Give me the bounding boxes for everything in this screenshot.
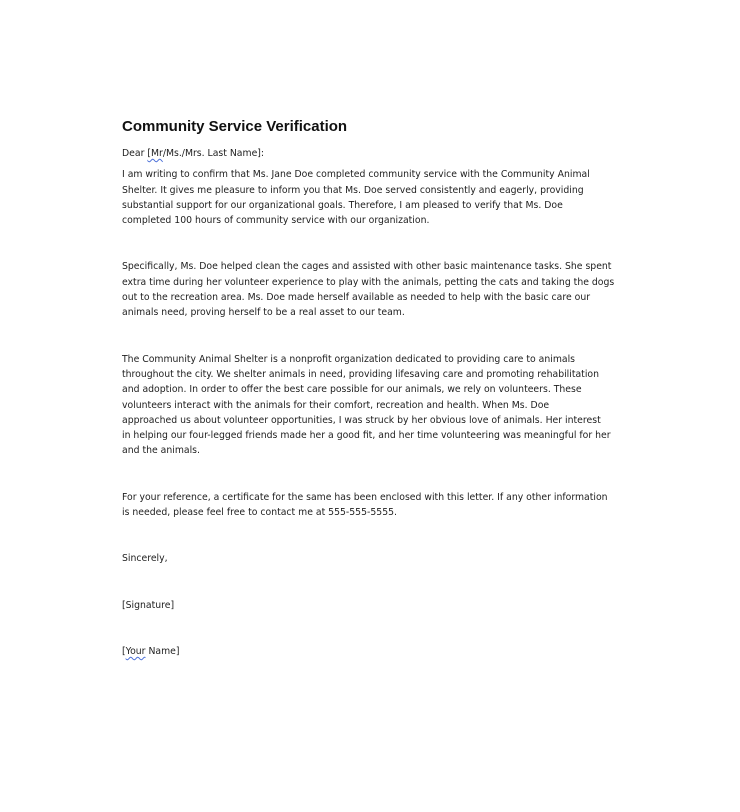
salutation-placeholder-separator: /Ms./ <box>162 148 185 159</box>
paragraph-line: in helping our four-legged friends made her a good fit, and her time volunteering was meaningful for her <box>122 430 611 442</box>
salutation-placeholder-title: [Mr <box>147 148 163 159</box>
signature-placeholder: [Signature] <box>122 599 175 611</box>
paragraph-line: completed 100 hours of community service with our organization. <box>122 215 430 227</box>
letter-body <box>122 117 618 659</box>
document-title: Community Service Verification <box>122 118 348 135</box>
paragraph-line: is needed, please feel free to contact me at 555-555-5555. <box>122 507 397 519</box>
paragraph-confirmation <box>122 167 618 228</box>
name-placeholder-rest: Name] <box>145 645 180 657</box>
paragraph-line: and adoption. In order to offer the best care possible for our animals, we rely on volunteers. These <box>122 384 582 396</box>
paragraph-line: Specifically, Ms. Doe helped clean the cages and assisted with other basic maintenance tasks. She spent <box>122 261 612 273</box>
paragraph-line: approached us about volunteer opportunities, I was struck by her obvious love of animals. Her interest <box>122 414 601 426</box>
paragraph-line: I am writing to confirm that Ms. Jane Doe completed community service with the Community Animal <box>122 169 590 181</box>
salutation <box>122 146 618 161</box>
paragraph-line: and the animals. <box>122 445 200 457</box>
paragraph-line: The Community Animal Shelter is a nonprofit organization dedicated to providing care to animals <box>122 353 575 365</box>
paragraph-line: volunteers interact with the animals for their comfort, recreation and health. When Ms. Doe <box>122 399 550 411</box>
paragraph-duties <box>122 259 618 320</box>
paragraph-organization <box>122 352 618 459</box>
paragraph-line: throughout the city. We shelter animals in need, providing lifesaving care and promoting rehabilitation <box>122 368 599 380</box>
name-placeholder-your: Your <box>125 645 146 657</box>
paragraph-line: out to the recreation area. Ms. Doe made herself available as needed to help with the basic care our <box>122 292 591 304</box>
paragraph-reference <box>122 490 618 521</box>
paragraph-line: Shelter. It gives me pleasure to inform you that Ms. Doe served consistently and eagerly, providing <box>122 184 584 196</box>
closing: Sincerely, <box>122 553 168 565</box>
salutation-prefix: Dear <box>122 148 148 159</box>
name-bracket: [ <box>122 645 126 657</box>
paragraph-line: substantial support for our organizational goals. Therefore, I am pleased to verify that Ms. Doe <box>122 199 563 211</box>
paragraph-line: For your reference, a certificate for the same has been enclosed with this letter. If any other information <box>122 491 608 503</box>
salutation-placeholder-name: Mrs. Last Name]: <box>184 148 265 159</box>
name-placeholder <box>122 644 618 659</box>
paragraph-line: extra time during her volunteer experience to play with the animals, petting the cats and taking the dogs <box>122 276 615 288</box>
paragraph-line: animals need, proving herself to be a real asset to our team. <box>122 307 405 319</box>
